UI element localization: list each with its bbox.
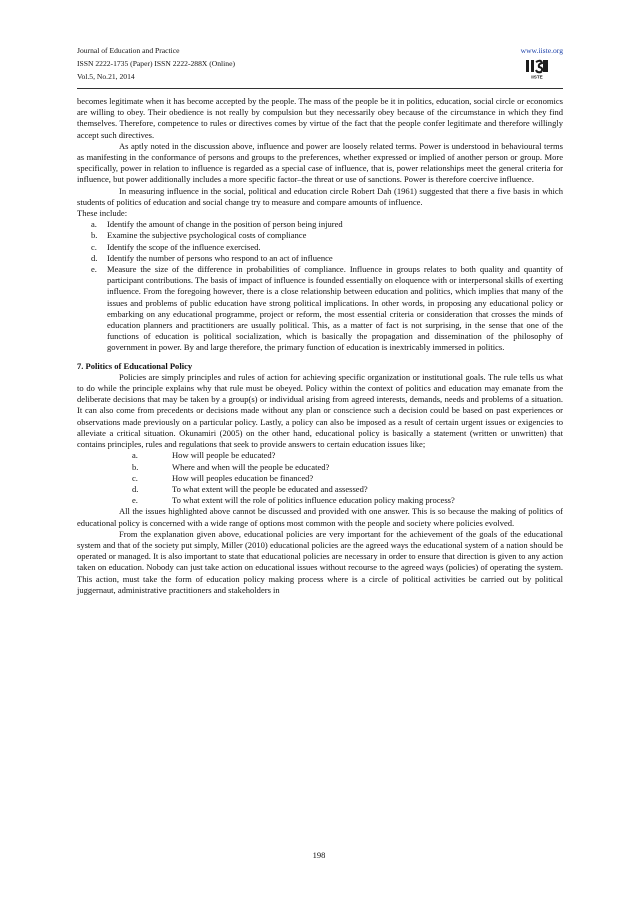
list-label: a. — [132, 450, 138, 461]
list-intro: These include: — [77, 208, 128, 219]
list-text: Where and when will the people be educated? — [172, 461, 330, 472]
paragraph: From the explanation given above, educational policies are very important for the achievement of the goals of the educational system and that of the society put simply, Miller (2010) educational policies are the agreed ways the educational system of a nation should be operated or managed. It is also important to state that educational policies are necessary in order to ensure that direction is given to any action taken on education. Nobody can just take action on educational issues without recourse to the agreed ways (policies) of operating the system. This action, must take the form of education policy making process where is a circle of political activities be carried out by political juggernaut, administrative practitioners and stakeholders in — [77, 528, 563, 595]
list-text: Identify the scope of the influence exercised. — [107, 241, 261, 252]
paragraph: In measuring influence in the social, political and education circle Robert Dah (1961) suggested that there a five basis in which students of politics of education and social change try to measure and compare amounts of influence. — [77, 185, 563, 207]
list-item — [77, 242, 563, 253]
list-label: c. — [132, 472, 138, 483]
paragraph: Policies are simply principles and rules of action for achieving specific organization or institutional goals. The rule tells us what to do while the principle explains why that rule must be obeyed. Policy within the context of politics and education may emanate from the deliberate decisions that may be taken by a group(s) or individual arising from agreed interests, demands, needs and problems of a situation. It can also come from precedents or decisions made without any plan or conscience such a decision could be based on past experiences or observations made previously on a particular policy. Lastly, a policy can also be imposed as a result of certain urgent issues or exigencies to alleviate a critical situation. Okunamiri (2005) on the other hand, educational policy is basically a statement (written or unwritten) that contains principles, rules and regulations that seek to provide answers to certain education issues like; — [77, 371, 563, 450]
list-text: To what extent will the people be educated and assessed? — [172, 483, 368, 494]
journal-title: Journal of Education and Practice — [77, 46, 180, 55]
list-text: Examine the subjective psychological costs of compliance — [107, 230, 307, 241]
journal-url-link[interactable]: www.iiste.org — [520, 46, 563, 55]
list-text: Identify the amount of change in the position of person being injured — [107, 219, 343, 230]
list-item — [77, 484, 563, 495]
list-text: Measure the size of the difference in probabilities of compliance. Influence in groups relates to both quality and quantity of participant contributions. The basis of impact of influence is founded essentially on eloquence with or interpersonal skills of exerting influence. From the foregoing however, there is a close relationship between education and politics, which implies that many of the issues and problems of public education have strong political implications. In other words, in proposing any educational policy or embarking on any educational programme, project or reform, the most essential criteria or consideration that crosses the minds of education planners and practitioners are usually political. This, as a matter of fact is not surprising, in the sense that one of the functions of education is political socialization, which is basically the propagation and dissemination of the philosophy of government in power. By and large therefore, the primary function of education is inextricably immersed in politics. — [107, 264, 563, 353]
issn-line: ISSN 2222-1735 (Paper) ISSN 2222-288X (Online) — [77, 59, 235, 68]
list-label: d. — [132, 483, 139, 494]
section-heading: 7. Politics of Educational Policy — [77, 360, 193, 371]
list-label: e. — [132, 495, 138, 506]
page-header — [77, 44, 563, 84]
paragraph: becomes legitimate when it has become accepted by the people. The mass of the people be it in politics, education, social circle or economics are willing to obey. Their obedience is not really by compulsion but they necessarily obey because of the circumstance in which they find themselves. Therefore, competence to rules or directives comes by virtue of the fact that the people confer legitimate and therefore willingly accept such directives. — [77, 96, 563, 140]
list-label: b. — [91, 230, 98, 241]
list-item — [77, 495, 563, 506]
list-label: a. — [91, 219, 97, 230]
list-item — [77, 219, 563, 230]
logo-text: IISTE — [531, 74, 543, 80]
influence-measures-list — [77, 219, 563, 353]
list-item — [77, 230, 563, 241]
list-item — [77, 450, 563, 461]
list-item — [77, 462, 563, 473]
list-item — [77, 473, 563, 484]
list-text: To what extent will the role of politics influence education policy making process? — [172, 495, 455, 506]
list-label: c. — [91, 241, 97, 252]
list-item — [77, 253, 563, 264]
list-item — [77, 264, 563, 354]
list-text: How will peoples education be financed? — [172, 472, 314, 483]
list-label: b. — [132, 461, 139, 472]
list-text: How will people be educated? — [172, 450, 276, 461]
paragraph: As aptly noted in the discussion above, influence and power are loosely related terms. Power is understood in behavioural terms as manifesting in the conformance of persons and groups to the preferences, whether expressed or implied of another person or group. More specifically, power in relation to influence is regarded as a special case of influence, that is, power relationships meet the general criteria for influence, but power additionally includes a more specific factor–the threat or use of sanctions. Power is therefore coercive influence. — [77, 140, 563, 185]
list-label: d. — [91, 252, 98, 263]
header-divider — [77, 88, 563, 89]
article-body — [77, 96, 563, 596]
paragraph: All the issues highlighted above cannot be discussed and provided with one answer. This is so because the making of politics of educational policy is concerned with a wide range of options most common with the people and society where policies evolved. — [77, 506, 563, 528]
education-issues-list — [77, 450, 563, 506]
iiste-logo-icon — [525, 58, 549, 80]
list-label: e. — [91, 264, 97, 275]
page-number: 198 — [312, 850, 326, 860]
list-text: Identify the number of persons who respond to an act of influence — [107, 252, 333, 263]
volume-line: Vol.5, No.21, 2014 — [77, 72, 135, 81]
